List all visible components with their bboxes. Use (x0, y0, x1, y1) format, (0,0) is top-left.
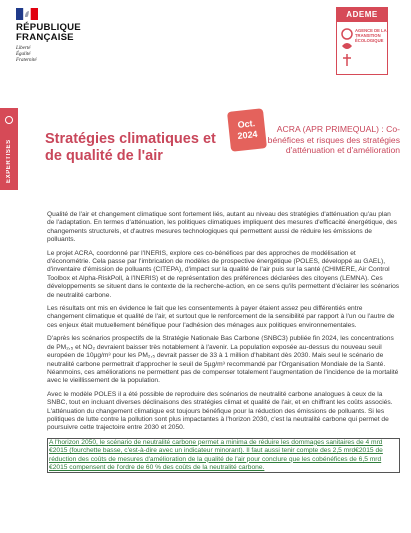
expertise-icon (5, 116, 13, 124)
motto-fraternite: Fraternité (16, 58, 37, 63)
date-badge-month: Oct. (237, 118, 256, 130)
ademe-emblem-icon (339, 26, 355, 70)
republique-line-2: FRANÇAISE (16, 32, 74, 43)
marianne-flag-icon (16, 8, 38, 20)
paragraph-5: Avec le modèle POLES il a été possible de reproduire des scénarios de neutralité carbone analogues à ceux de la SNBC, tout en incluant diverses déclinaisons des stratégies climat et qualité de l'air, et en chiffrant les coûts associés. L'atténuation du changement climatique est toujours bénéfique pour la réduction des émissions de polluants. Si les politiques de lutte contre la pollution sont plus impactantes à l'horizon 2030, c'est la neutralité carbone qui permet de poursuivre cette trajectoire entre 2030 et 2050. (47, 390, 393, 432)
body-content (47, 211, 400, 478)
paragraph-3: Les résultats ont mis en évidence le fait que les consentements à payer étaient assez peu différentiés entre changement climatique et qualité de l'air, et surtout que le renforcement de la sensibilité par rapport à l'un ou l'autre de ces enjeux était mutuellement bénéfique pour l'adhésion des ménages aux politiques environnementales. (47, 305, 395, 329)
side-label-expertises: EXPERTISES (6, 139, 12, 183)
page-title: Stratégies climatiques et de qualité de l'air (45, 131, 216, 164)
date-badge-year: 2024 (237, 128, 259, 141)
ademe-logo (336, 7, 388, 75)
motto-egalite: Égalité (16, 52, 31, 57)
ademe-name: ADEME (337, 8, 387, 22)
republique-francaise-logo (16, 8, 136, 64)
date-badge (227, 108, 267, 152)
paragraph-2: Le projet ACRA, coordonné par l'INERIS, explore ces co-bénéfices par des approches de modélisation et d'économétrie. Cela passe par l'imbrication de modèles de prospective énergétique (POLES, développé au GAEL), d'inventaire d'émission de polluants (CITEPA), d'impact sur la qualité de l'air puis sur la santé (CHIMERE, Air Control Toolbox et Alpha-RiskPoll, à l'INERIS) et de représentation des préférences déclarées des citoyens (LEMNA). Ces développements se situent dans le contexte de la recherche-action, en ce sens qu'ils permettent d'éclairer les scénarios de neutralité carbone. (47, 249, 400, 299)
ademe-tagline: AGENCE DE LA TRANSITION ÉCOLOGIQUE (355, 28, 387, 43)
motto-liberte: Liberté (16, 46, 31, 51)
paragraph-1: Qualité de l'air et changement climatique sont fortement liés, autant au niveau des stratégies d'atténuation qu'au plan de l'adaptation. En termes d'atténuation, les politiques climatiques impliquent des mesures d'efficacité énergétique, des changements structurels, et d'autres mesures technologiques qui permettent aussi de réduire les émissions de polluants. (47, 211, 397, 244)
paragraph-4: D'après les scénarios prospectifs de la Stratégie Nationale Bas Carbone (SNBC3) publiée fin 2024, les concentrations de PM₂,₅ et NO₂ devraient baisser très notablement à l'avenir. La population exposée au-dessus du nouveau seuil européen de 10µg/m³ pour les PM₂,₅ devrait passer de 33 à 1 million d'habitant dès 2030. Mais seul le scénario de neutralité carbone permettrait d'approcher le seuil de 5µg/m³ recommandé par l'Organisation Mondiale de la Santé. Néanmoins, ces améliorations ne permettent pas de compenser totalement l'augmentation de l'incidence de la mortalité avec le vieillissement de la population. (47, 335, 399, 385)
republique-line-1: RÉPUBLIQUE (16, 22, 81, 33)
highlight-box: A l'horizon 2050, le scénario de neutralité carbone permet a minima de réduire les dommages sanitaires de 4 mrd €2015 (fourchette basse, c'est-à-dire avec un indicateur minorant). Il faut aussi tenir compte des 2,5 mrd€2015 de réduction des coûts de mesures d'amélioration de la qualité de l'air pour conclure que les cobénéfices de 6,5 mrd €2015 compensent de l'ordre de 60 % des coûts de la neutralité carbone. (47, 438, 400, 474)
page-subtitle: ACRA (APR PRIMEQUAL) : Co-bénéfices et risques des stratégies d'atténuation et d'amélioration (267, 124, 400, 155)
